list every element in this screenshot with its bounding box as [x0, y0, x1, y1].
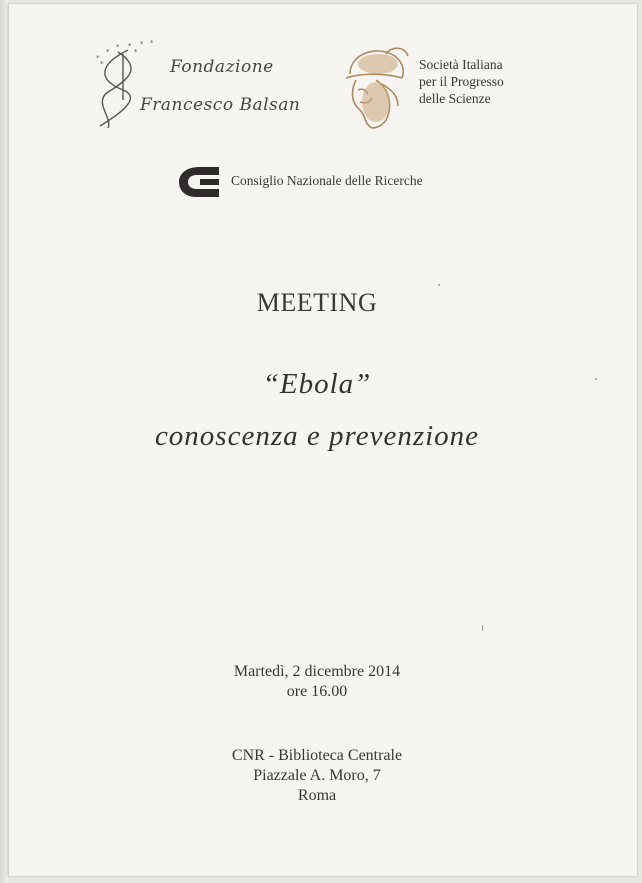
svg-text:*: * — [140, 40, 144, 48]
venue-line3: Roma — [297, 787, 337, 804]
subtitle-topic: conoscenza e prevenzione — [154, 420, 480, 452]
venue-line1: CNR - Biblioteca Centrale — [231, 747, 403, 764]
sips-line1: Società Italiana — [419, 57, 503, 72]
paper-speck — [595, 378, 597, 380]
cnr-logo-icon — [176, 164, 222, 200]
svg-text:*: * — [116, 43, 120, 51]
svg-text:*: * — [106, 48, 110, 56]
svg-text:*: * — [128, 42, 132, 50]
paper-speck — [438, 284, 440, 286]
event-date: Martedì, 2 dicembre 2014 — [233, 663, 401, 680]
caduceus-helix-icon — [88, 40, 158, 132]
subtitle-ebola: “Ebola” — [262, 368, 372, 400]
svg-text:*: * — [134, 48, 138, 56]
sips-name — [419, 56, 504, 107]
minerva-head-icon — [336, 44, 412, 130]
venue-line2: Piazzale A. Moro, 7 — [253, 767, 381, 784]
meeting-heading: MEETING — [256, 288, 378, 317]
fondazione-line1: Fondazione — [170, 57, 274, 77]
event-venue — [0, 746, 634, 806]
svg-text:*: * — [100, 60, 104, 68]
sips-line2: per il Progresso — [419, 74, 504, 89]
svg-text:*: * — [96, 54, 100, 62]
fondazione-line2: Francesco Balsan — [140, 95, 301, 115]
cnr-name: Consiglio Nazionale delle Ricerche — [231, 173, 423, 188]
event-datetime — [0, 662, 634, 702]
sips-line3: delle Scienze — [419, 91, 491, 106]
event-time: ore 16.00 — [286, 683, 348, 700]
paper-speck — [482, 625, 483, 631]
svg-text:*: * — [150, 40, 154, 47]
